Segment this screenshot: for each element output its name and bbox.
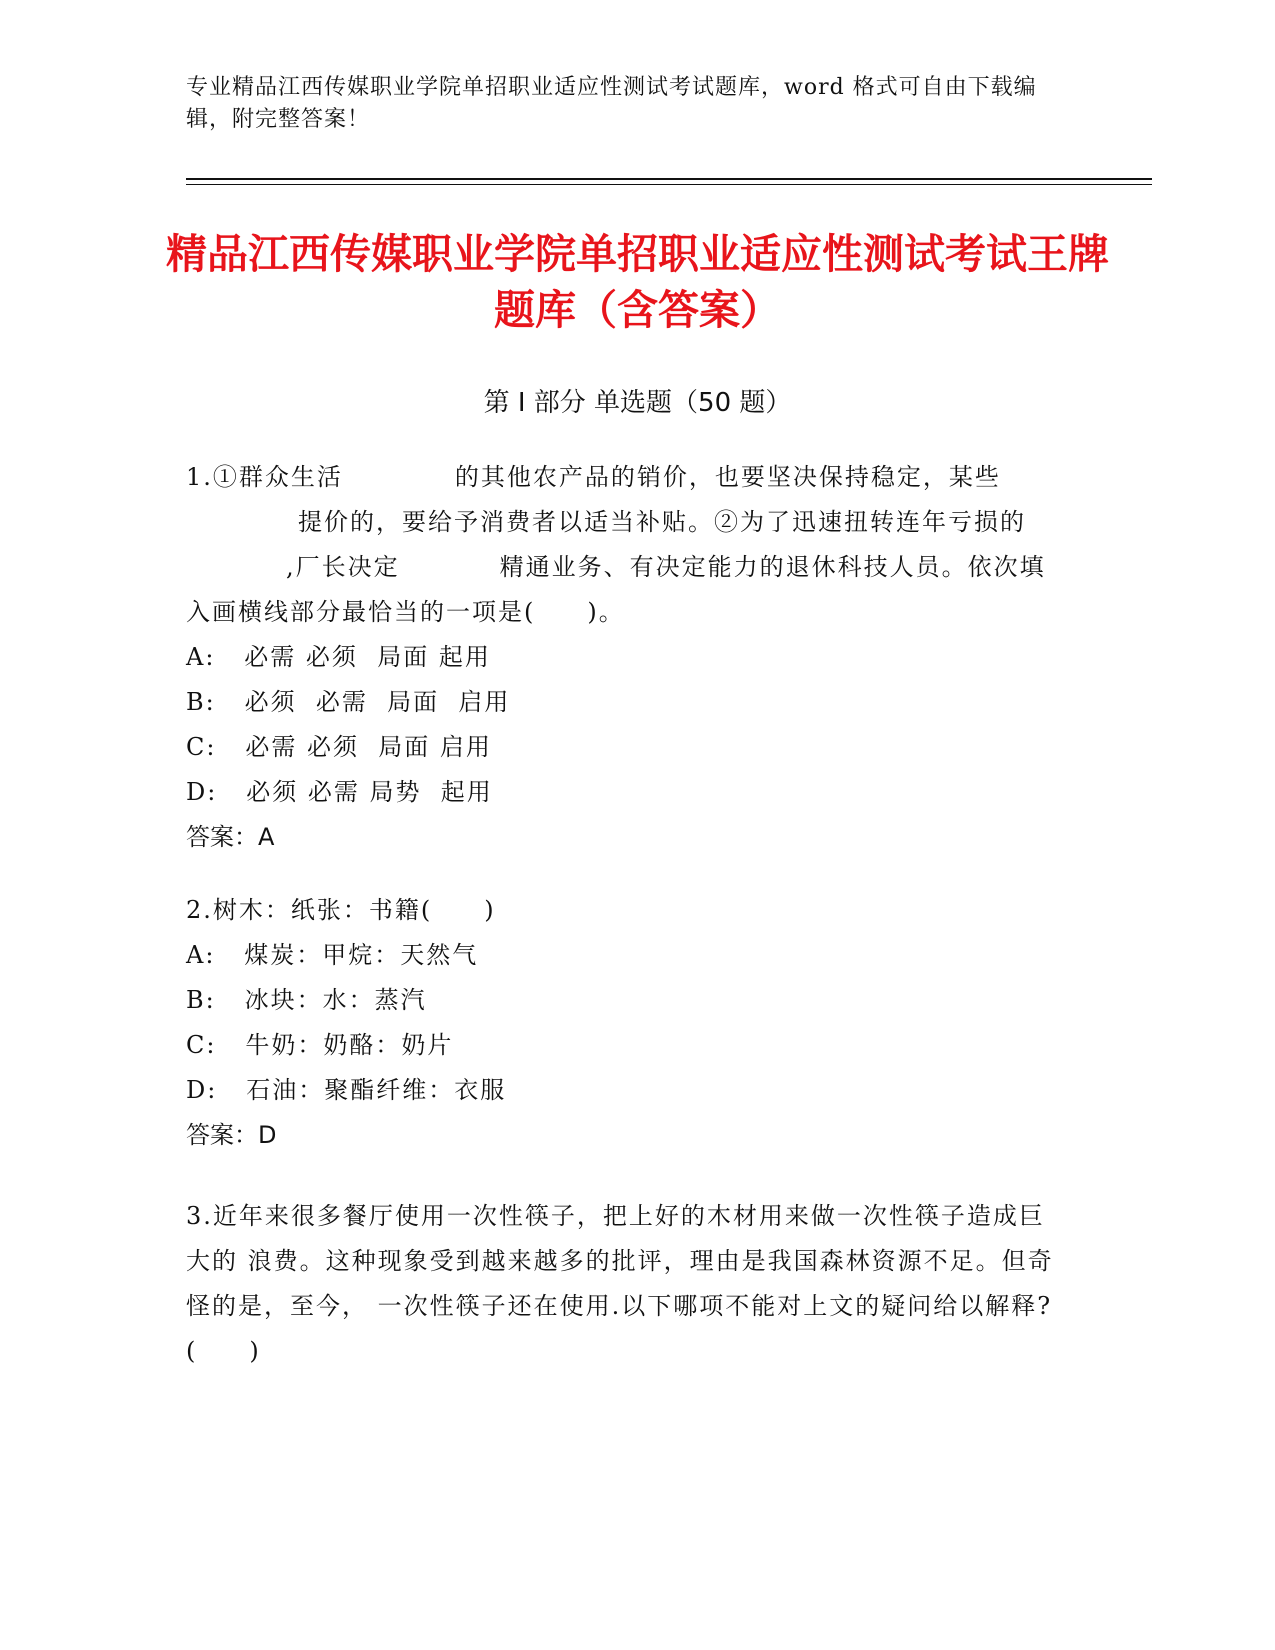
question-1-stem-part-2: 的其他农产品的销价，也要坚决保持稳定，某些 [454,463,1001,491]
document-title: 精品江西传媒职业学院单招职业适应性测试考试王牌题库（含答案） [166,230,1109,334]
section-title: 第 I 部分 单选题（50 题） [483,388,792,418]
question-1-stem-part-3: 提价的，要给予消费者以适当补贴。②为了迅速扭转连年亏损的 [298,508,1026,536]
question-1-option-b: B: 必须 必需 局面 启用 [186,688,511,716]
question-1 [186,455,1066,860]
question-1-stem-part-1: 1.①群众生活 [186,463,343,491]
question-2-option-d: D: 石油：聚酯纤维：衣服 [186,1076,507,1104]
question-2-stem: 2.树木：纸张：书籍( ) [186,896,496,924]
question-3-stem: 3.近年来很多餐厅使用一次性筷子，把上好的木材用来做一次性筷子造成巨大的 浪费。这种现象受到越来越多的批评，理由是我国森林资源不足。但奇怪的是，至今， 一次性筷子还在使用.以下哪项不能对上文的疑问给以解释?( ) [186,1202,1054,1365]
question-1-option-d: D: 必须 必需 局势 起用 [186,778,493,806]
question-2 [186,888,1066,1158]
header-note: 专业精品江西传媒职业学院单招职业适应性测试考试题库，word 格式可自由下载编辑，附完整答案！ [186,75,1037,132]
question-1-stem-part-4: ,厂长决定 [286,553,400,581]
header-rule-thick [186,178,1152,180]
question-1-stem [186,455,1066,635]
question-1-option-c: C: 必需 必须 局面 启用 [186,733,492,761]
question-1-stem-part-5: 精通业务、有决定能力的退休科技人员。依次填入画横线部分最恰当的一项是( )。 [186,553,1046,626]
question-2-option-a: A: 煤炭：甲烷：天然气 [186,941,479,969]
header-rule-thin [186,184,1152,185]
question-2-answer: 答案：D [186,1121,277,1149]
question-3 [186,1194,1066,1374]
question-2-option-b: B: 冰块：水：蒸汽 [186,986,427,1014]
question-1-option-a: A: 必需 必须 局面 起用 [186,643,491,671]
question-1-answer: 答案：A [186,823,275,851]
question-2-option-c: C: 牛奶：奶酪：奶片 [186,1031,454,1059]
